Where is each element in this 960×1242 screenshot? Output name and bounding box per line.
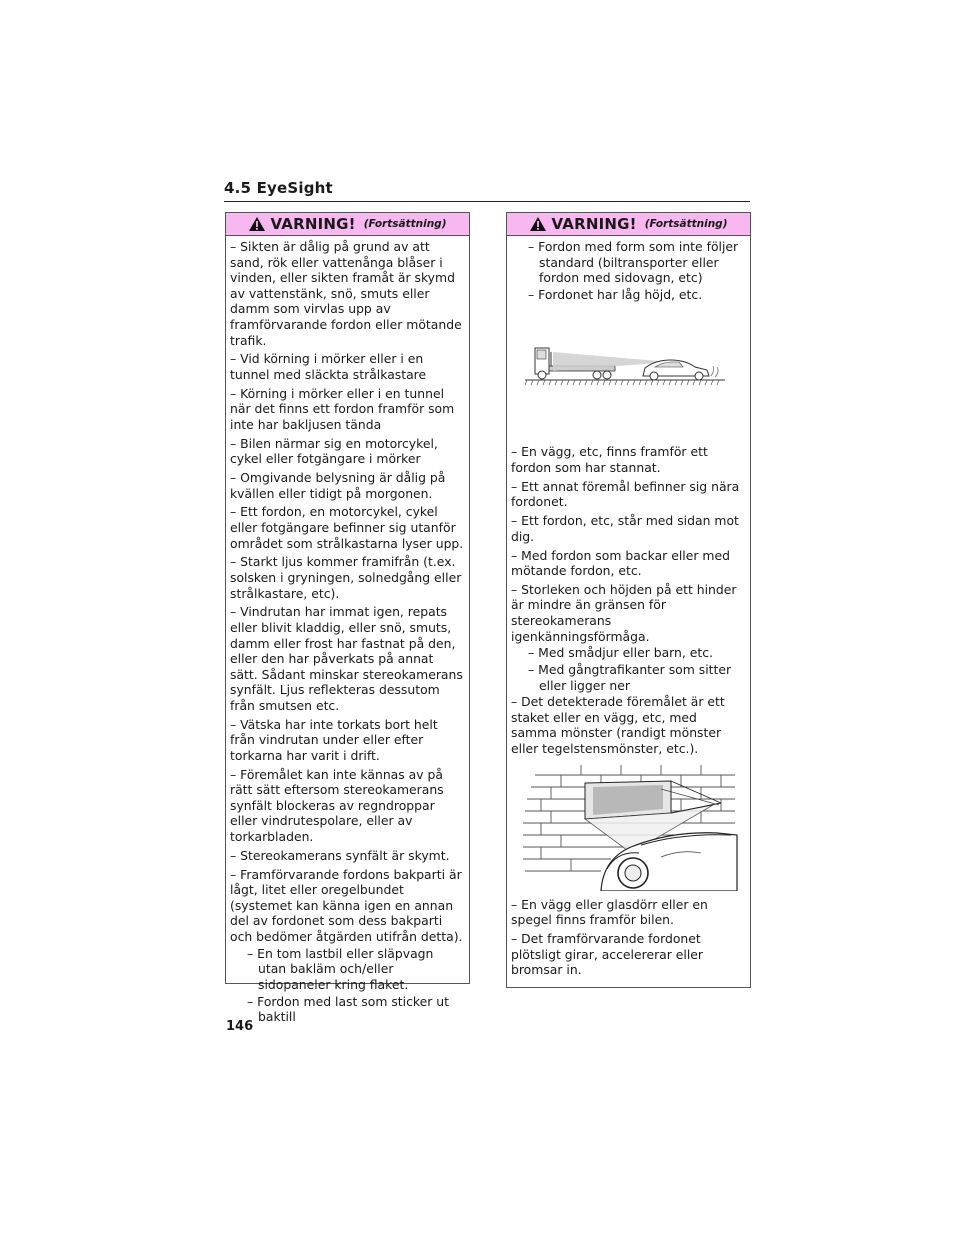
section-header [224, 178, 750, 202]
warning-subtitle: (Fortsättning) [363, 218, 447, 230]
warning-item: – Vid körning i mörker eller i en tunnel med släckta strålkastare [230, 351, 427, 382]
warning-item: – En vägg eller glasdörr eller en spegel finns framför bilen. [511, 896, 708, 928]
warning-sub-item: – Fordon med form som inte följer standard (biltransporter eller fordon med sidovagn, etc) [528, 239, 739, 286]
section-title: 4.5 EyeSight [224, 179, 333, 197]
warning-item: – Vindrutan har immat igen, repats eller blivit kladdig, eller snö, smuts, damm eller frost har fastnat på den, eller den har påverkats på annat sätt. Sådant minskar stereokamerans synfält. Ljus reflekteras dessutom från smutsen etc. [230, 604, 463, 713]
truck-trailer-illustration [525, 340, 735, 390]
warning-body [507, 236, 750, 978]
warning-item: – Ett annat föremål befinner sig nära fordonet. [511, 478, 740, 510]
warning-item: – Det framförvarande fordonet plötsligt girar, accelererar eller bromsar in. [511, 930, 704, 978]
warning-item: – Ett fordon, etc, står med sidan mot dig. [511, 513, 739, 544]
warning-title: VARNING! [551, 215, 637, 233]
warning-sub-item: – Fordonet har låg höjd, etc. [528, 286, 703, 302]
warning-item: – Omgivande belysning är dålig på kvällen eller tidigt på morgonen. [230, 470, 446, 501]
warning-item: – Sikten är dålig på grund av att sand, rök eller vattenånga blåser i vinden, eller sikten framåt är skymd av vattenstänk, snö, smuts eller damm som virvlas upp av framförvarande fordon eller mötande trafik. [230, 239, 462, 348]
warning-item: – Körning i mörker eller i en tunnel när det finns ett fordon framför som inte har bakljusen tända [230, 385, 455, 432]
warning-item: – Vätska har inte torkats bort helt från vindrutan under eller efter torkarna har varit i drift. [230, 716, 438, 763]
warning-item: – Det detekterade föremålet är ett staket eller en vägg, etc, med samma mönster (randigt mönster eller tegelstensmönster, etc.). [511, 694, 725, 756]
warning-sub-item: – Fordon med last som sticker ut baktill [247, 993, 450, 1025]
warning-item: – Bilen närmar sig en motorcykel, cykel eller fotgängare i mörker [230, 435, 438, 467]
page-number: 146 [226, 1019, 254, 1034]
warning-triangle-icon [248, 216, 266, 232]
warning-item: – En vägg, etc, finns framför ett fordon som har stannat. [511, 444, 708, 475]
warning-box-right [506, 212, 751, 988]
warning-header [226, 213, 469, 236]
warning-header [507, 213, 750, 236]
warning-item: – Stereokamerans synfält är skymt. [230, 847, 450, 863]
warning-sub-item: – Med gångtrafikanter som sitter eller ligger ner [528, 662, 732, 693]
warning-item: – Ett fordon, en motorcykel, cykel eller fotgängare befinner sig utanför området som strålkastarna lyser upp. [230, 504, 464, 551]
warning-item: – Storleken och höjden på ett hinder är mindre än gränsen för stereokamerans igenkänningsförmåga. [511, 581, 737, 644]
warning-box-left [225, 212, 470, 1025]
warning-subtitle: (Fortsättning) [644, 218, 728, 230]
warning-triangle-icon [529, 216, 547, 232]
warning-title: VARNING! [270, 215, 356, 233]
warning-sub-item: – En tom lastbil eller släpvagn utan bakläm och/eller sidopaneler kring flaket. [247, 945, 434, 992]
warning-item: – Föremålet kan inte kännas av på rätt sätt eftersom stereokamerans synfält blockeras av regndroppar eller vindrutespolare, eller av torkarbladen. [230, 766, 444, 845]
warning-body [226, 236, 469, 1025]
warning-item: – Framförvarande fordons bakparti är lågt, litet eller oregelbundet (systemet kan känna igen en annan del av fordonet som dess bakparti och bedömer åtgärden utifrån detta). [230, 866, 463, 944]
warning-item: – Med fordon som backar eller med mötande fordon, etc. [511, 547, 730, 579]
brick-wall-illustration [521, 763, 741, 891]
warning-sub-item: – Med smådjur eller barn, etc. [528, 645, 714, 661]
warning-item: – Starkt ljus kommer framifrån (t.ex. solsken i gryningen, solnedgång eller strålkastare, etc). [230, 554, 462, 601]
